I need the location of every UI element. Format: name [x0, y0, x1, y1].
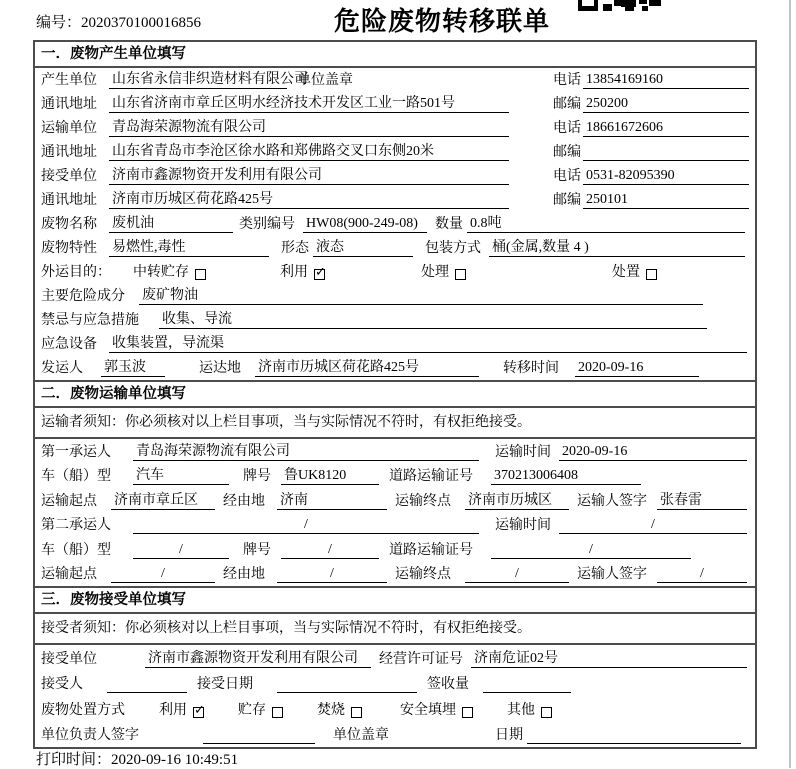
hazard-components-row [35, 284, 755, 308]
emergency-measures-value: 收集、导流 [159, 312, 707, 329]
route-start-label: 运输起点 [41, 567, 97, 582]
waste-name-row [35, 212, 755, 236]
purpose-option-use [280, 265, 325, 281]
route-via-value: 济南 [277, 493, 387, 510]
emergency-measures-row [35, 308, 755, 332]
hazard-components-value: 废矿物油 [139, 288, 703, 305]
receiver-address-label: 通讯地址 [41, 193, 97, 208]
first-carrier-label: 第一承运人 [41, 444, 111, 460]
accept-date-line [277, 676, 417, 693]
vehicle-type-label: 车（船）型 [41, 542, 111, 558]
first-carrier-row [35, 439, 755, 464]
road-permit-value: 370213006408 [491, 468, 641, 485]
unit-seal-label: 单位盖章 [297, 73, 353, 88]
producer-unit-value: 山东省永信非织造材料有限公司 [109, 72, 287, 89]
route-via-label: 经由地 [223, 493, 265, 509]
page-edge-line [789, 0, 791, 768]
producer-address-row [35, 92, 755, 116]
disposal-option-other [507, 703, 552, 719]
producer-phone-value: 13854169160 [583, 72, 749, 89]
section2-heading: 二．废物运输单位填写 [35, 380, 755, 408]
section3-heading: 三．废物接受单位填写 [35, 586, 755, 614]
waste-traits-row [35, 236, 755, 260]
receiver-unit-label: 接受单位 [41, 169, 97, 184]
phone-label: 电话 [553, 73, 581, 88]
accepting-unit-value: 济南市鑫源物资开发利用有限公司 [145, 651, 371, 668]
transporter-address-row [35, 140, 755, 164]
form-value: 液态 [313, 240, 413, 257]
option-label: 焚烧 [317, 702, 345, 718]
section1-heading: 一．废物产生单位填写 [35, 42, 755, 68]
dispatch-row [35, 356, 755, 380]
transporter-phone-value: 18661672606 [583, 120, 749, 137]
receiver-unit-value: 济南市鑫源物资开发利用有限公司 [109, 168, 509, 185]
route-via-label: 经由地 [223, 567, 265, 582]
destination-label: 运达地 [199, 361, 241, 376]
responsible-signature-line [203, 727, 315, 744]
waste-traits-value: 易燃性,毒性 [109, 240, 269, 257]
option-label: 处置 [612, 265, 640, 280]
unit-seal-label: 单位盖章 [333, 728, 389, 743]
emergency-measures-label: 禁忌与应急措施 [41, 313, 139, 328]
plate-value: / [281, 542, 379, 559]
second-carrier-row [35, 513, 755, 538]
hazard-components-label: 主要危险成分 [41, 289, 125, 304]
transfer-purpose-label: 外运目的： [41, 265, 111, 280]
transporter-unit-row [35, 116, 755, 140]
transfer-purpose-row [35, 260, 755, 284]
checkbox-burn-unchecked [351, 707, 362, 718]
producer-zip-value: 250200 [583, 96, 749, 113]
producer-unit-row [35, 68, 755, 92]
print-time [36, 748, 238, 769]
section3-body [35, 645, 755, 747]
emergency-equipment-row [35, 332, 755, 356]
purpose-option-treat [421, 265, 466, 281]
carrier-signature-label: 运输人签字 [577, 493, 647, 509]
checkbox-dispose-unchecked [646, 269, 657, 280]
form-label: 形态 [281, 241, 309, 256]
received-quantity-label: 签收量 [427, 677, 469, 692]
checkbox-use-checked [314, 269, 325, 280]
emergency-equipment-value: 收集装置，导流渠 [109, 336, 747, 353]
disposal-option-burn [317, 703, 362, 719]
route-start-label: 运输起点 [41, 493, 97, 509]
second-vehicle-row [35, 537, 755, 562]
receiver-zip-value: 250101 [583, 192, 749, 209]
disposal-method-row [35, 696, 755, 722]
second-route-row [35, 562, 755, 587]
transport-time-label: 运输时间 [495, 518, 551, 533]
phone-label: 电话 [553, 121, 581, 136]
transporter-zip-line [583, 144, 749, 161]
second-carrier-value: / [133, 517, 479, 534]
transporter-address-label: 通讯地址 [41, 145, 97, 160]
accepting-unit-row [35, 645, 755, 671]
option-label: 中转贮存 [133, 265, 189, 280]
qr-code-fragment-icon [576, 0, 662, 12]
license-value: 济南危证02号 [471, 651, 747, 668]
responsible-signature-label: 单位负责人签字 [41, 728, 139, 743]
road-permit-label: 道路运输证号 [389, 542, 473, 558]
serial-value: 2020370100016856 [81, 15, 202, 31]
option-label: 贮存 [238, 702, 266, 718]
section1-body [35, 68, 755, 380]
transporter-unit-value: 青岛海荣源物流有限公司 [109, 120, 509, 137]
receiver-phone-value: 0531-82095390 [583, 168, 749, 185]
print-time-label: 打印时间： [36, 752, 112, 768]
first-route-row [35, 488, 755, 513]
route-start-value: / [111, 566, 215, 583]
transporter-address-value: 山东省青岛市李沧区徐水路和郑佛路交叉口东侧20米 [109, 144, 509, 161]
receiver-address-value: 济南市历城区荷花路425号 [109, 192, 509, 209]
serial-number [36, 11, 201, 32]
page-title: 危险废物转移联单 [334, 7, 551, 37]
first-vehicle-row [35, 464, 755, 489]
first-carrier-value: 青岛海荣源物流有限公司 [133, 444, 479, 461]
option-label: 利用 [280, 265, 308, 280]
route-via-value: / [277, 566, 387, 583]
receiver-notice: 接受者须知：你必须核对以上栏目事项，当与实际情况不符时，有权拒绝接受。 [35, 614, 755, 645]
disposal-option-use [159, 703, 204, 719]
category-code-label: 类别编号 [239, 217, 295, 232]
transfer-time-label: 转移时间 [503, 361, 559, 376]
producer-address-label: 通讯地址 [41, 97, 97, 112]
purpose-option-dispose [612, 265, 657, 281]
acceptor-row [35, 671, 755, 697]
zip-label: 邮编 [553, 145, 581, 160]
transport-time-label: 运输时间 [495, 444, 551, 460]
accept-date-label: 接受日期 [197, 677, 253, 692]
transport-time-value: / [559, 517, 747, 534]
category-code-value: HW08(900-249-08) [303, 216, 427, 233]
disposal-method-label: 废物处置方式 [41, 702, 125, 718]
option-label: 其他 [507, 702, 535, 718]
checkbox-use-checked [193, 707, 204, 718]
route-start-value: 济南市章丘区 [111, 493, 215, 510]
quantity-label: 数量 [435, 217, 463, 232]
acceptor-label: 接受人 [41, 677, 83, 692]
option-label: 利用 [159, 702, 187, 718]
option-label: 处理 [421, 265, 449, 280]
receiver-unit-row [35, 164, 755, 188]
route-end-value: 济南市历城区 [465, 493, 569, 510]
phone-label: 电话 [553, 169, 581, 184]
waste-traits-label: 废物特性 [41, 241, 97, 256]
zip-label: 邮编 [553, 193, 581, 208]
carrier-signature-value: / [657, 566, 747, 583]
quantity-value: 0.8吨 [467, 216, 745, 233]
transfer-form-table [33, 40, 757, 749]
checkbox-other-unchecked [541, 707, 552, 718]
received-quantity-line [483, 676, 571, 693]
plate-label: 牌号 [243, 542, 271, 558]
waste-name-label: 废物名称 [41, 217, 97, 232]
date-label: 日期 [495, 728, 523, 743]
receiver-address-row [35, 188, 755, 212]
checkbox-transfer-storage-unchecked [195, 269, 206, 280]
destination-value: 济南市历城区荷花路425号 [255, 360, 479, 377]
second-carrier-label: 第二承运人 [41, 518, 111, 533]
waste-name-value: 废机油 [109, 216, 233, 233]
vehicle-type-value: / [133, 542, 229, 559]
transport-time-value: 2020-09-16 [559, 444, 747, 461]
zip-label: 邮编 [553, 97, 581, 112]
disposal-option-landfill [400, 703, 473, 719]
emergency-equipment-label: 应急设备 [41, 337, 97, 352]
date-line [527, 727, 741, 744]
disposal-option-store [238, 703, 283, 719]
route-end-value: / [465, 566, 569, 583]
option-label: 安全填埋 [400, 702, 456, 718]
carrier-signature-label: 运输人签字 [577, 567, 647, 582]
vehicle-type-label: 车（船）型 [41, 469, 111, 484]
dispatcher-value: 郭玉波 [101, 360, 165, 377]
acceptor-value-line [107, 676, 187, 693]
route-end-label: 运输终点 [395, 493, 451, 509]
section2-body [35, 439, 755, 586]
vehicle-type-value: 汽车 [133, 468, 229, 485]
packaging-label: 包装方式 [425, 241, 481, 256]
purpose-option-transfer-storage [133, 265, 206, 281]
transfer-time-value: 2020-09-16 [575, 360, 699, 377]
license-label: 经营许可证号 [379, 651, 463, 667]
carrier-signature-value: 张春雷 [657, 493, 747, 510]
producer-address-value: 山东省济南市章丘区明水经济技术开发区工业一路501号 [109, 96, 509, 113]
producer-unit-label: 产生单位 [41, 73, 97, 88]
checkbox-landfill-unchecked [462, 707, 473, 718]
packaging-value: 桶(金属,数量 4 ) [489, 240, 745, 257]
transporter-notice: 运输者须知：你必须核对以上栏目事项，当与实际情况不符时，有权拒绝接受。 [35, 408, 755, 439]
print-time-value: 2020-09-16 10:49:51 [111, 752, 239, 768]
road-permit-value: / [491, 542, 691, 559]
plate-label: 牌号 [243, 469, 271, 484]
accepting-unit-label: 接受单位 [41, 651, 97, 667]
serial-label: 编号： [36, 15, 82, 31]
transporter-unit-label: 运输单位 [41, 121, 97, 136]
checkbox-treat-unchecked [455, 269, 466, 280]
checkbox-store-unchecked [272, 707, 283, 718]
road-permit-label: 道路运输证号 [389, 469, 473, 484]
route-end-label: 运输终点 [395, 567, 451, 582]
dispatcher-label: 发运人 [41, 361, 83, 376]
plate-value: 鲁UK8120 [281, 468, 379, 485]
responsible-signature-row [35, 722, 755, 748]
